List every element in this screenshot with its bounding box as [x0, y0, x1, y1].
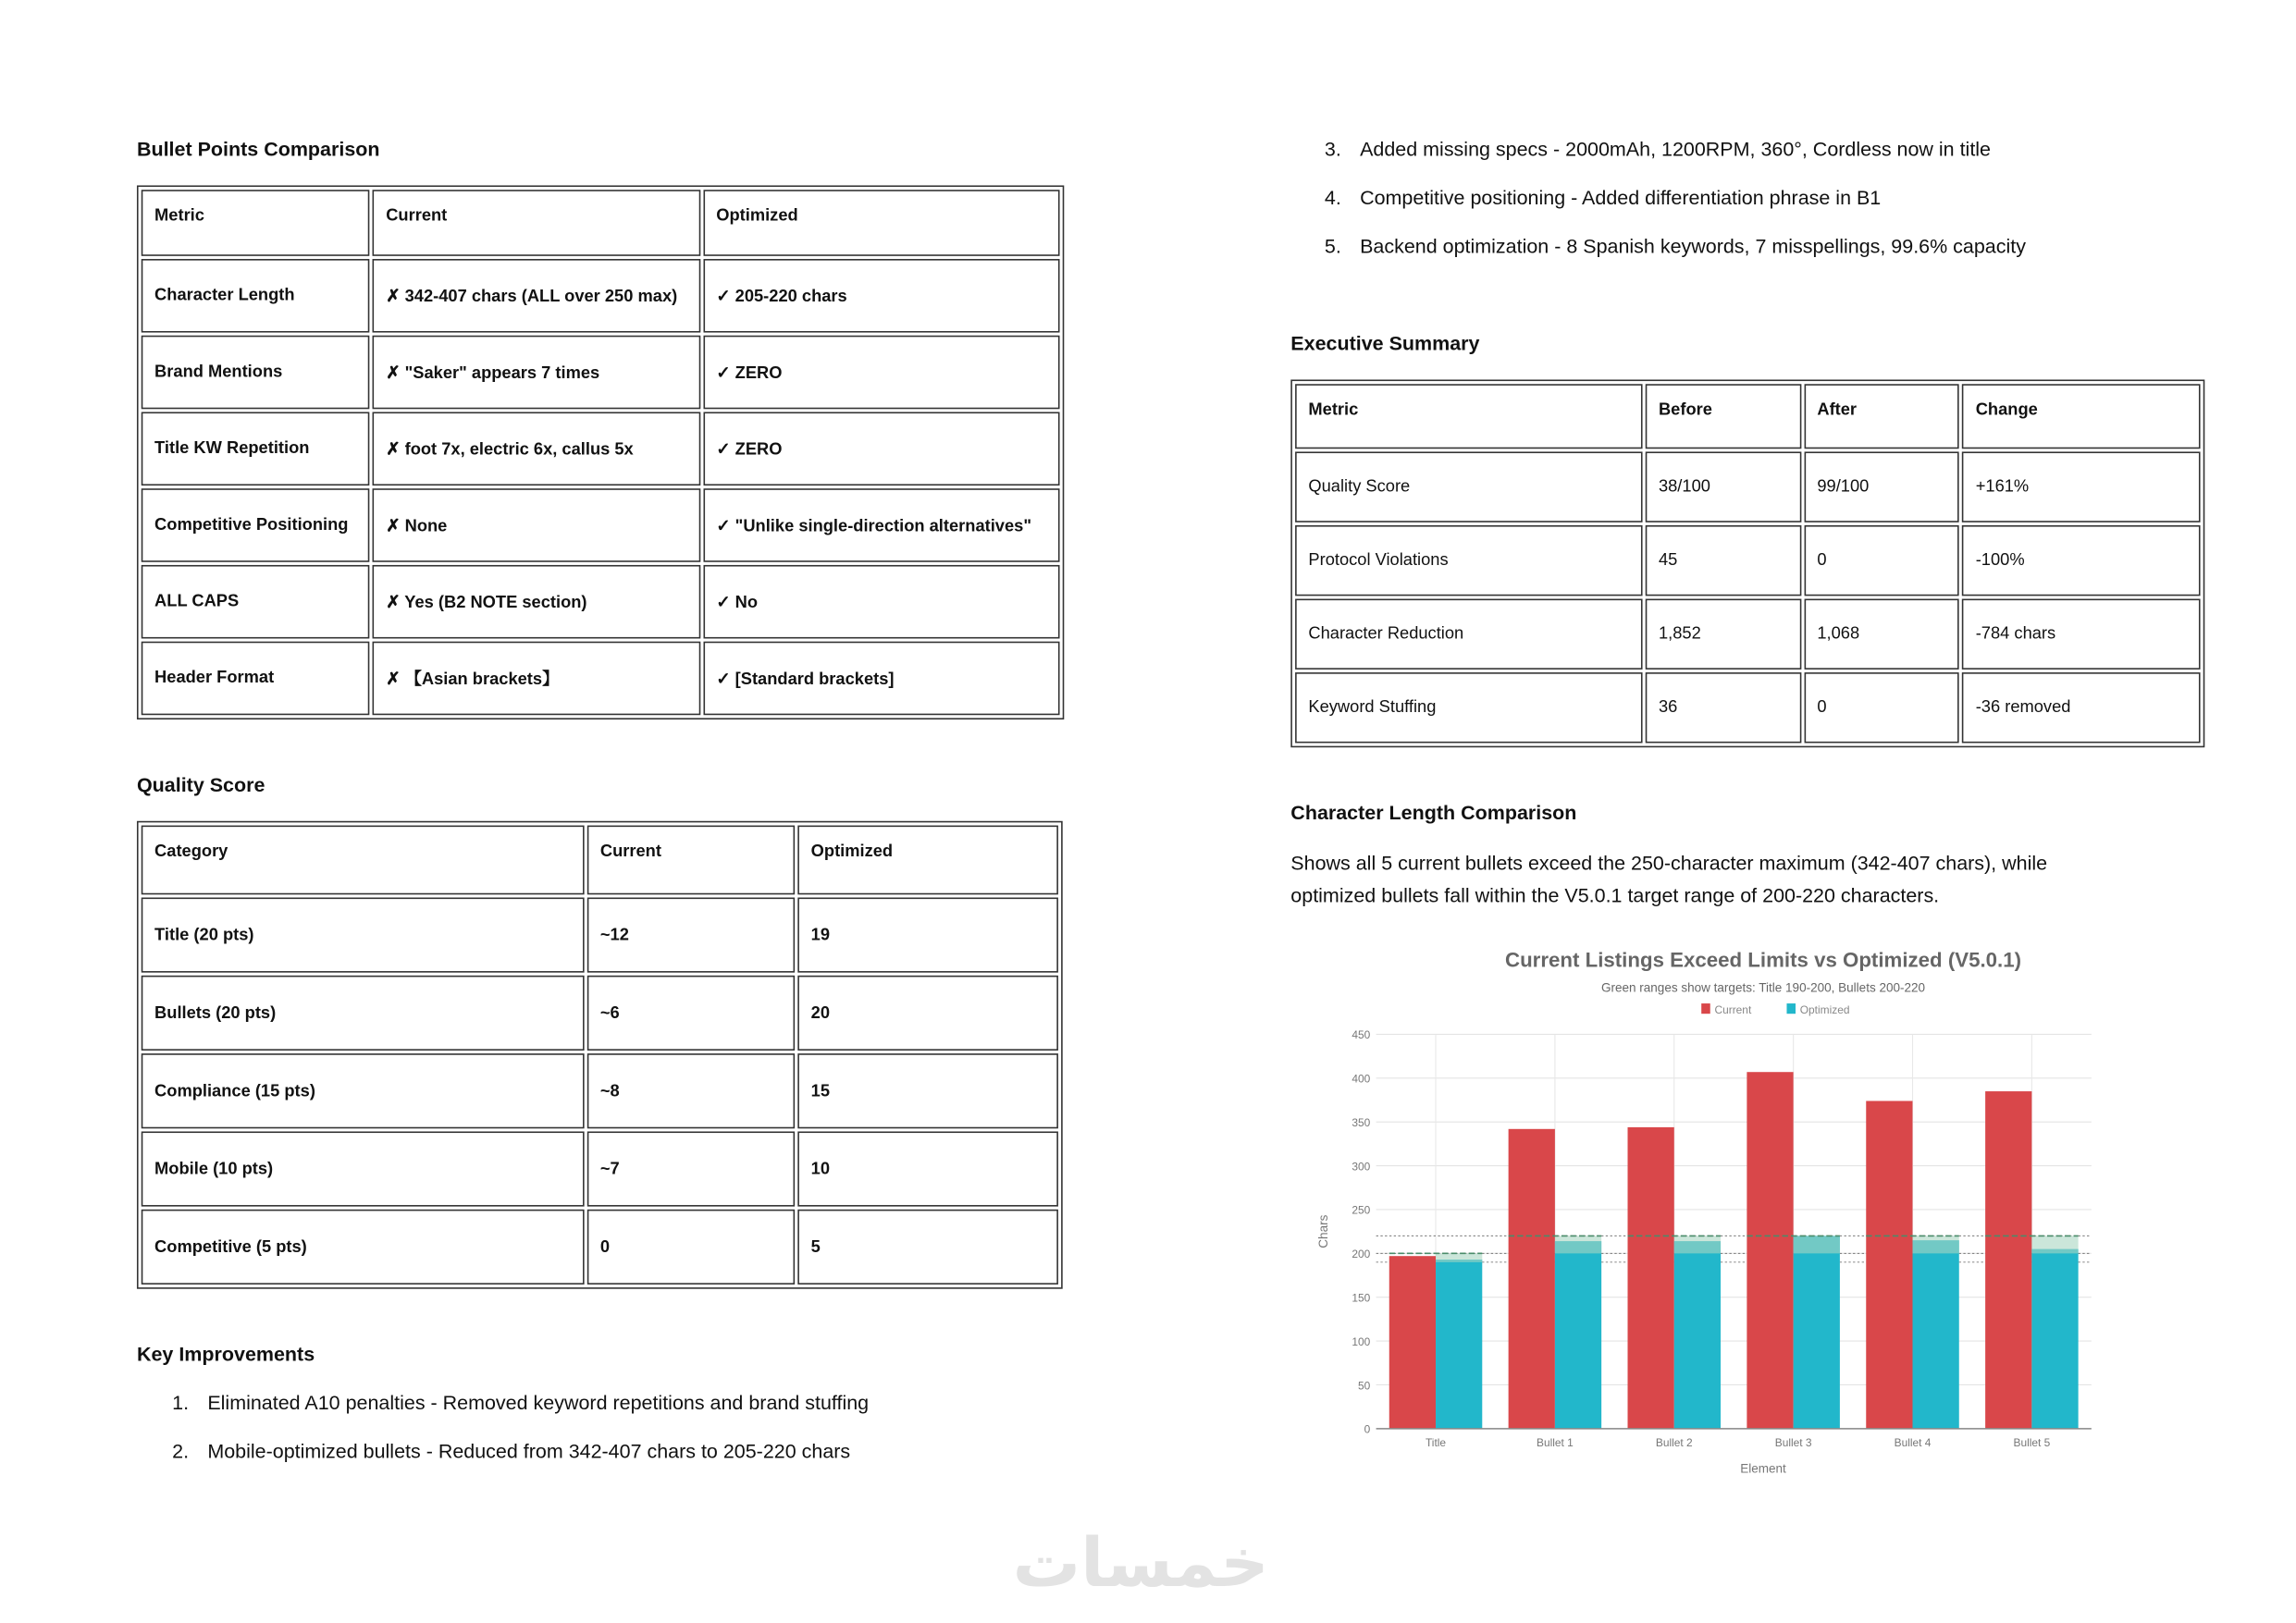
y-tick-label: 250: [1352, 1203, 1371, 1217]
bar-current: [1389, 1256, 1436, 1429]
bar-optimized: [1555, 1241, 1601, 1429]
column-header: Current: [373, 190, 700, 256]
table-cell: Mobile (10 pts): [142, 1131, 585, 1206]
table-cell: ~7: [587, 1131, 796, 1206]
y-tick-label: 450: [1352, 1028, 1371, 1042]
x-tick-label: Bullet 1: [1537, 1435, 1574, 1449]
y-axis-label: Chars: [1316, 1214, 1331, 1248]
table-cell: -784 chars: [1962, 599, 2200, 670]
column-header: Metric: [142, 190, 370, 256]
target-range-band: [1436, 1253, 1482, 1261]
table-cell: 1,852: [1646, 599, 1801, 670]
column-header: Category: [142, 826, 585, 895]
table-cell: 45: [1646, 525, 1801, 596]
key-improvements-heading: Key Improvements: [136, 1343, 315, 1366]
y-tick-label: 50: [1357, 1379, 1371, 1393]
table-cell: Character Length: [142, 259, 370, 333]
quality-score-heading: Quality Score: [136, 773, 265, 796]
table-header-row: [142, 826, 1058, 895]
target-range-band: [1913, 1236, 1959, 1253]
table-cell: 36: [1646, 672, 1801, 743]
y-tick-label: 350: [1352, 1115, 1371, 1129]
target-range-band: [2031, 1236, 2078, 1253]
quality-score-table: [137, 821, 1063, 1289]
y-tick-label: 100: [1352, 1334, 1371, 1348]
table-cell: Competitive Positioning: [142, 488, 370, 562]
bar-current: [1509, 1129, 1555, 1429]
bar-optimized: [1794, 1236, 1840, 1428]
item-number: 2.: [172, 1440, 190, 1463]
table-row: [142, 1210, 1058, 1285]
item-number: 1.: [172, 1392, 190, 1414]
table-row: [142, 642, 1060, 716]
target-range-band: [1674, 1236, 1721, 1253]
table-cell: 99/100: [1804, 451, 1959, 522]
table-cell: ✗ 【Asian brackets】: [373, 642, 700, 716]
table-cell: Character Reduction: [1295, 599, 1642, 670]
table-row: [142, 976, 1058, 1051]
table-row: [142, 1131, 1058, 1206]
target-range-band: [1794, 1236, 1840, 1253]
item-number: 3.: [1324, 138, 1341, 161]
table-row: [1295, 672, 2200, 743]
column-header: Change: [1962, 384, 2200, 449]
y-tick-label: 200: [1352, 1248, 1371, 1261]
table-cell: Keyword Stuffing: [1295, 672, 1642, 743]
x-axis-label: Element: [1740, 1461, 1786, 1476]
table-cell: 0: [1804, 525, 1959, 596]
y-tick-label: 300: [1352, 1160, 1371, 1174]
table-cell: ✓ "Unlike single-direction alternatives": [703, 488, 1060, 562]
bar-optimized: [1674, 1241, 1721, 1429]
table-cell: ✓ ZERO: [703, 336, 1060, 410]
description-line-2: optimized bullets fall within the V5.0.1 target range of 200-220 characters.: [1290, 884, 1940, 907]
table-cell: Compliance (15 pts): [142, 1053, 585, 1128]
x-tick-label: Bullet 5: [2013, 1435, 2051, 1449]
table-row: [142, 412, 1060, 486]
table-cell: Title KW Repetition: [142, 412, 370, 486]
bar-current: [1747, 1072, 1793, 1429]
table-cell: ✓ 205-220 chars: [703, 259, 1060, 333]
column-header: Before: [1646, 384, 1801, 449]
table-row: [1295, 525, 2200, 596]
char-length-description: [1290, 847, 2174, 912]
legend-label: Optimized: [1799, 1003, 1850, 1017]
bullet-points-heading: Bullet Points Comparison: [136, 138, 380, 161]
table-cell: 20: [797, 976, 1058, 1051]
table-cell: ✗ Yes (B2 NOTE section): [373, 565, 700, 639]
chart-title: Current Listings Exceed Limits vs Optimized (V5.0.1): [1505, 948, 2022, 972]
khamsat-watermark-logo: خمسات: [1012, 1522, 1269, 1603]
table-cell: 1,068: [1804, 599, 1959, 670]
table-cell: ✗ None: [373, 488, 700, 562]
item-text: Added missing specs - 2000mAh, 1200RPM, 360°, Cordless now in title: [1360, 138, 1992, 161]
x-tick-label: Bullet 2: [1655, 1435, 1693, 1449]
bar-optimized: [1913, 1240, 1959, 1429]
y-tick-label: 400: [1352, 1072, 1371, 1086]
table-cell: ✗ 342-407 chars (ALL over 250 max): [373, 259, 700, 333]
description-line-1: Shows all 5 current bullets exceed the 250-character maximum (342-407 chars), while: [1290, 852, 2048, 875]
column-header: Optimized: [797, 826, 1058, 895]
table-cell: ALL CAPS: [142, 565, 370, 639]
legend-swatch: [1786, 1003, 1796, 1014]
table-cell: ✗ "Saker" appears 7 times: [373, 336, 700, 410]
table-cell: 15: [797, 1053, 1058, 1128]
table-cell: Header Format: [142, 642, 370, 716]
item-text: Eliminated A10 penalties - Removed keyword repetitions and brand stuffing: [207, 1392, 870, 1414]
table-row: [142, 336, 1060, 410]
column-header: After: [1804, 384, 1959, 449]
y-tick-label: 150: [1352, 1291, 1371, 1305]
table-cell: Bullets (20 pts): [142, 976, 585, 1051]
x-tick-label: Bullet 3: [1774, 1435, 1812, 1449]
bar-current: [1628, 1127, 1674, 1429]
table-row: [1295, 451, 2200, 522]
bullet-points-table: [137, 185, 1064, 719]
table-cell: ~8: [587, 1053, 796, 1128]
bar-current: [1866, 1100, 1912, 1428]
executive-summary-heading: Executive Summary: [1290, 332, 1480, 355]
table-cell: -36 removed: [1962, 672, 2200, 743]
table-header-row: [1295, 384, 2200, 449]
table-cell: ✗ foot 7x, electric 6x, callus 5x: [373, 412, 700, 486]
table-header-row: [142, 190, 1060, 256]
x-tick-label: Title: [1425, 1435, 1447, 1449]
bar-optimized: [1436, 1260, 1482, 1429]
item-number: 5.: [1324, 235, 1341, 258]
item-text: Competitive positioning - Added differentiation phrase in B1: [1360, 187, 1882, 209]
table-row: [142, 488, 1060, 562]
table-cell: ✓ ZERO: [703, 412, 1060, 486]
table-cell: Brand Mentions: [142, 336, 370, 410]
table-row: [142, 565, 1060, 639]
chart-subtitle: Green ranges show targets: Title 190-200, Bullets 200-220: [1600, 980, 1926, 995]
x-tick-label: Bullet 4: [1894, 1435, 1932, 1449]
y-tick-label: 0: [1364, 1422, 1371, 1436]
bar-optimized: [2031, 1249, 2078, 1429]
table-cell: 10: [797, 1131, 1058, 1206]
table-row: [142, 1053, 1058, 1128]
legend-swatch: [1701, 1003, 1710, 1014]
character-length-chart: [1295, 934, 2119, 1494]
column-header: Metric: [1295, 384, 1642, 449]
item-number: 4.: [1324, 187, 1341, 209]
table-cell: ✓ [Standard brackets]: [703, 642, 1060, 716]
legend-label: Current: [1714, 1003, 1752, 1017]
table-cell: ✓ No: [703, 565, 1060, 639]
bar-current: [1985, 1091, 2031, 1429]
table-cell: Protocol Violations: [1295, 525, 1642, 596]
executive-summary-table: [1290, 379, 2204, 747]
table-cell: 38/100: [1646, 451, 1801, 522]
column-header: Optimized: [703, 190, 1060, 256]
table-cell: ~6: [587, 976, 796, 1051]
table-cell: Quality Score: [1295, 451, 1642, 522]
table-row: [142, 259, 1060, 333]
table-cell: Title (20 pts): [142, 898, 585, 973]
item-text: Mobile-optimized bullets - Reduced from 342-407 chars to 205-220 chars: [207, 1440, 851, 1463]
table-cell: 0: [1804, 672, 1959, 743]
table-row: [1295, 599, 2200, 670]
column-header: Current: [587, 826, 796, 895]
table-cell: 0: [587, 1210, 796, 1285]
table-cell: 19: [797, 898, 1058, 973]
table-cell: ~12: [587, 898, 796, 973]
table-cell: +161%: [1962, 451, 2200, 522]
table-row: [142, 898, 1058, 973]
table-cell: -100%: [1962, 525, 2200, 596]
char-length-heading: Character Length Comparison: [1290, 802, 1577, 824]
table-cell: 5: [797, 1210, 1058, 1285]
target-range-band: [1555, 1236, 1601, 1253]
item-text: Backend optimization - 8 Spanish keywords, 7 misspellings, 99.6% capacity: [1360, 235, 2026, 258]
table-cell: Competitive (5 pts): [142, 1210, 585, 1285]
